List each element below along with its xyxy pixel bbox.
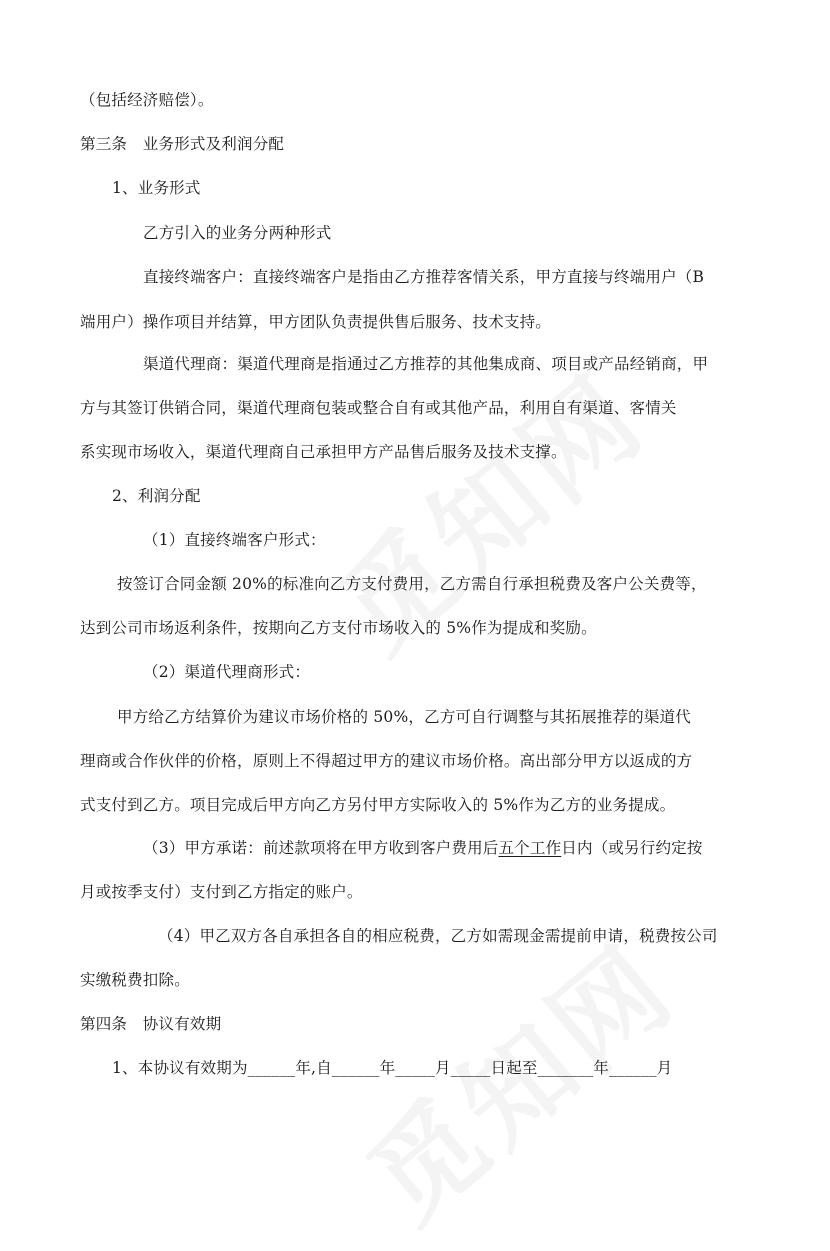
paragraph-line: 端用户）操作项目并结算，甲方团队负责提供售后服务、技术支持。 [80,313,552,331]
paragraph-line: 系实现市场收入，渠道代理商自己承担甲方产品售后服务及技术支撑。 [80,443,567,461]
paragraph-line: 实缴税费扣除。 [80,971,190,989]
paragraph-line: （2）渠道代理商形式： [143,663,311,681]
paragraph-line: 渠道代理商：渠道代理商是指通过乙方推荐的其他集成商、项目或产品经销商，甲 [143,355,709,373]
paragraph-line: 1、本协议有效期为______年,自______年_____月_____日起至_______年______月 [112,1059,673,1077]
paragraph-line: 方与其签订供销合同，渠道代理商包装或整合自有或其他产品，利用自有渠道、客情关 [80,399,677,417]
paragraph-line: （4）甲乙双方各自承担各自的相应税费，乙方如需现金需提前申请，税费按公司 [158,927,718,945]
paragraph-line: 月或按季支付）支付到乙方指定的账户。 [80,883,363,901]
paragraph-line: （1）直接终端客户形式： [143,531,326,549]
commitment-text: （3）甲方承诺：前述款项将在甲方收到客户费用后 [143,839,499,857]
section-heading-4: 第四条 协议有效期 [80,1015,222,1033]
subheading-business-form: 1、业务形式 [112,179,201,197]
commitment-line [143,837,703,859]
subheading-profit-distribution: 2、利润分配 [112,487,201,505]
paragraph-line: 按签订合同金额 20%的标准向乙方支付费用，乙方需自行承担税费及客户公关费等， [117,575,707,593]
paragraph-line: 乙方引入的业务分两种形式 [143,224,332,242]
paragraph-line: 直接终端客户：直接终端客户是指由乙方推荐客情关系，甲方直接与终端用户（B [143,268,705,286]
paragraph-line: 达到公司市场返利条件，按期向乙方支付市场收入的 5%作为提成和奖励。 [80,619,597,637]
paragraph-line: 理商或合作伙伴的价格，原则上不得超过甲方的建议市场价格。高出部分甲方以返成的方 [80,752,693,770]
underlined-term: 五个工作 [498,839,562,857]
section-heading-3: 第三条 业务形式及利润分配 [80,135,285,153]
commitment-text-end: 日内（或另行约定按 [561,839,703,857]
paragraph-line: （包括经济赔偿）。 [80,91,214,109]
paragraph-line: 甲方给乙方结算价为建议市场价格的 50%，乙方可自行调整与其拓展推荐的渠道代 [117,708,691,726]
paragraph-line: 式支付到乙方。项目完成后甲方向乙方另付甲方实际收入的 5%作为乙方的业务提成。 [80,796,676,814]
